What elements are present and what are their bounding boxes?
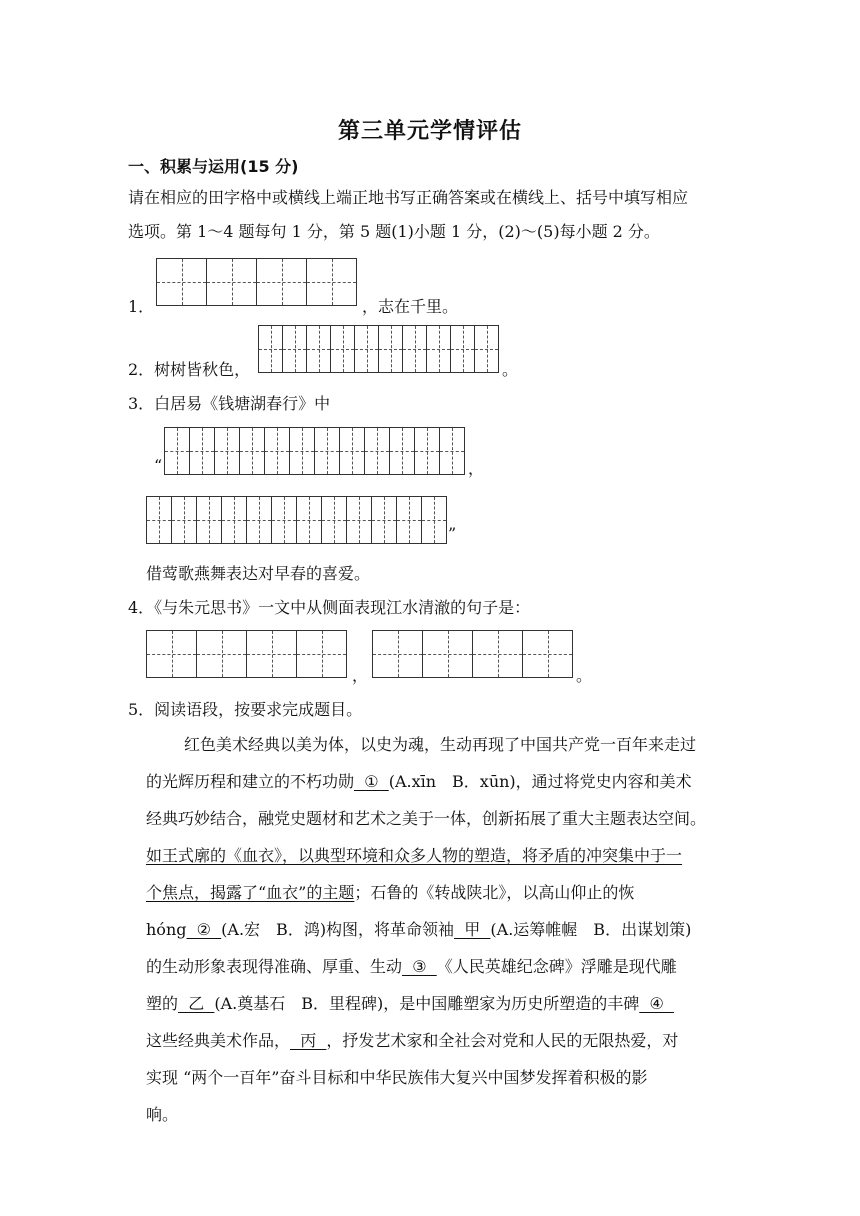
underlined-sentence: 个焦点，揭露了“血衣”的主题 [146,883,355,902]
q3-writing-grid-1[interactable] [164,427,465,475]
grid-cell[interactable] [297,496,322,544]
passage-line [146,874,746,911]
grid-cell[interactable] [147,630,197,678]
grid-cell[interactable] [272,496,297,544]
section-heading: 一、积累与运用(15 分) [128,157,299,176]
q2-suffix: 。 [502,360,519,379]
underlined-sentence: 如王式廓的《血衣》，以典型环境和众多人物的塑造，将矛盾的冲突集中于一 [146,846,683,865]
q3-prefix: 3．白居易《钱塘湖春行》中 [128,394,331,413]
q4-prefix: 4．《与朱元思书》一文中从侧面表现江水清澈的句子是： [128,598,531,617]
blank-1[interactable]: ① [354,772,389,791]
passage-text: ；石鲁的《转战陕北》，以高山仰止的恢 [354,883,635,902]
passage-line: 响。 [146,1105,179,1124]
passage-line: 经典巧妙结合，融党史题材和艺术之美于一体，创新拓展了重大主题表达空间。 [146,809,707,828]
q3-open-quote: “ [154,456,163,475]
grid-cell[interactable] [415,427,440,475]
passage-line: 实现 “两个一百年”奋斗目标和中华民族伟大复兴中国梦发挥着积极的影 [146,1068,648,1087]
q3-writing-grid-2[interactable] [146,496,447,544]
passage-text: 《人民英雄纪念碑》浮雕是现代雕 [436,957,677,976]
grid-cell[interactable] [390,427,415,475]
q2-prefix: 2．树树皆秋色， [128,360,251,379]
passage-text: (A.奠基石 B．里程碑)，是中国雕塑家为历史所塑造的丰碑 [214,994,640,1013]
grid-cell[interactable] [259,325,283,373]
grid-cell[interactable] [215,427,240,475]
grid-cell[interactable] [331,325,355,373]
q3-follow-text: 借莺歌燕舞表达对早春的喜爱。 [146,564,371,583]
passage-text: 的生动形象表现得准确、厚重、生动 [146,957,403,976]
page-title: 第三单元学情评估 [337,119,522,144]
grid-cell[interactable] [222,496,247,544]
grid-cell[interactable] [523,630,573,678]
passage-line [146,985,746,1022]
passage-line [146,837,746,874]
passage-line [146,911,746,948]
passage-text: 塑的 [146,994,179,1013]
passage-text: 的光辉历程和建立的不朽功勋 [146,772,355,791]
blank-2[interactable]: ② [186,920,222,939]
passage-text: (A.运筹帷幄 B．出谋划策) [490,920,692,939]
grid-cell[interactable] [422,496,447,544]
grid-cell[interactable] [197,496,222,544]
grid-cell[interactable] [247,630,297,678]
grid-cell[interactable] [355,325,379,373]
grid-cell[interactable] [451,325,475,373]
q4-period: 。 [576,666,593,685]
grid-cell[interactable] [157,258,207,306]
grid-cell[interactable] [372,496,397,544]
grid-cell[interactable] [403,325,427,373]
grid-cell[interactable] [297,630,347,678]
passage-line: 红色美术经典以美为体，以史为魂，生动再现了中国共产党一百年来走过 [184,735,697,754]
q1-number: 1． [128,297,155,316]
blank-bing[interactable]: 丙 [290,1031,327,1050]
grid-cell[interactable] [473,630,523,678]
q5-passage [146,726,746,1133]
instruction-line-1: 请在相应的田字格中或横线上端正地书写正确答案或在横线上、括号中填写相应 [128,188,689,207]
q5-prefix: 5．阅读语段，按要求完成题目。 [128,700,363,719]
grid-cell[interactable] [347,496,372,544]
q1-suffix: ，志在千里。 [362,297,459,316]
passage-text: 这些经典美术作品， [146,1031,291,1050]
blank-4[interactable]: ④ [639,994,674,1013]
grid-cell[interactable] [265,427,290,475]
grid-cell[interactable] [307,258,357,306]
grid-cell[interactable] [165,427,190,475]
blank-jia[interactable]: 甲 [454,920,491,939]
q3-close-quote: ” [448,524,457,543]
passage-line [146,763,746,800]
grid-cell[interactable] [397,496,422,544]
grid-cell[interactable] [379,325,403,373]
grid-cell[interactable] [172,496,197,544]
passage-text: (A.宏 B．鸿)构图，将革命领袖 [221,920,455,939]
passage-text: (A.xīn B．xūn)，通过将党史内容和美术 [388,772,692,791]
blank-3[interactable]: ③ [402,957,437,976]
grid-cell[interactable] [322,496,347,544]
grid-cell[interactable] [240,427,265,475]
grid-cell[interactable] [340,427,365,475]
grid-cell[interactable] [197,630,247,678]
grid-cell[interactable] [207,258,257,306]
grid-cell[interactable] [440,427,465,475]
grid-cell[interactable] [290,427,315,475]
passage-line [146,1022,746,1059]
grid-cell[interactable] [283,325,307,373]
grid-cell[interactable] [427,325,451,373]
grid-cell[interactable] [475,325,499,373]
grid-cell[interactable] [373,630,423,678]
q4-comma: ， [352,666,369,685]
passage-text: ，抒发艺术家和全社会对党和人民的无限热爱，对 [326,1031,679,1050]
grid-cell[interactable] [247,496,272,544]
grid-cell[interactable] [423,630,473,678]
q1-writing-grid[interactable] [156,258,357,306]
q2-writing-grid[interactable] [258,325,499,373]
pinyin-hong: hóng [146,920,187,939]
grid-cell[interactable] [315,427,340,475]
grid-cell[interactable] [147,496,172,544]
q4-writing-grid-2[interactable] [372,630,573,678]
grid-cell[interactable] [307,325,331,373]
grid-cell[interactable] [190,427,215,475]
q3-comma: ， [468,459,485,478]
instruction-line-2: 选项。第 1～4 题每句 1 分，第 5 题(1)小题 1 分，(2)～(5)每小题 2 分。 [128,222,660,241]
grid-cell[interactable] [257,258,307,306]
q4-writing-grid-1[interactable] [146,630,347,678]
passage-line [146,948,746,985]
grid-cell[interactable] [365,427,390,475]
blank-yi[interactable]: 乙 [178,994,215,1013]
